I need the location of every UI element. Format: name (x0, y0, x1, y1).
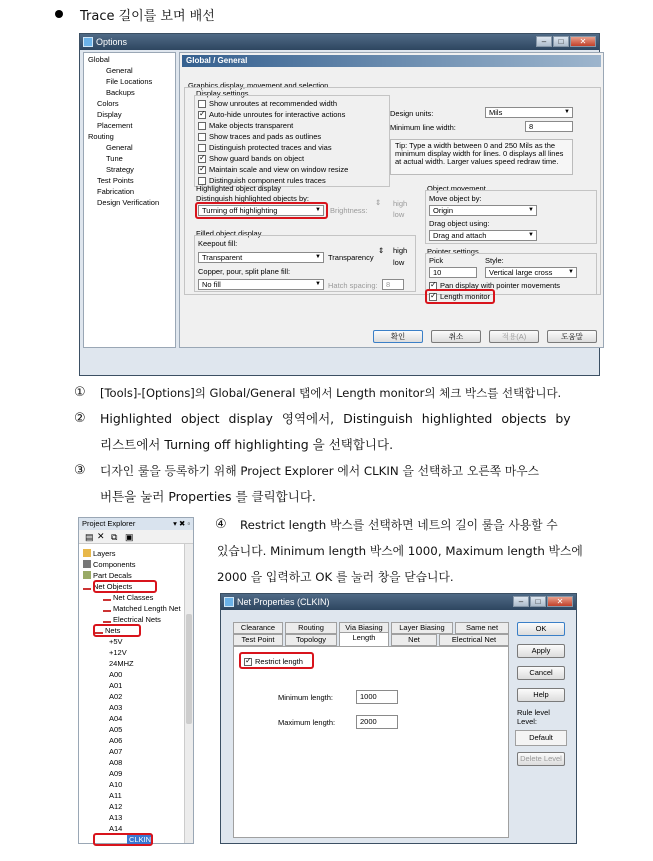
tab-via-biasing[interactable]: Via Biasing (339, 622, 389, 634)
checkbox-maintain-scale[interactable] (198, 166, 206, 174)
tab-layer-biasing[interactable]: Layer Biasing (391, 622, 453, 634)
project-explorer-title: Project Explorer (82, 519, 136, 528)
close-button[interactable]: ✕ (547, 596, 573, 607)
min-line-width-label: Minimum line width: (390, 123, 456, 132)
tab-clearance[interactable]: Clearance (233, 622, 283, 634)
distinguish-label: Distinguish highlighted objects by: (196, 194, 309, 203)
options-panel (179, 52, 604, 348)
pointer-group-label: Pointer settings (427, 247, 479, 256)
filled-group-label: Filled object display (196, 229, 262, 238)
project-explorer-titlebar (79, 518, 193, 530)
delete-level-button[interactable]: Delete Level (517, 752, 565, 766)
ok-button[interactable]: OK (517, 622, 565, 636)
step-4-line-2: 있습니다. Minimum length 박스에 1000, Maximum length 박스에 (217, 544, 583, 558)
maintain-scale-label: Maintain scale and view on window resize (209, 165, 349, 174)
net-properties-dialog (220, 593, 577, 844)
tab-same-net[interactable]: Same net (455, 622, 509, 634)
drag-select[interactable] (429, 230, 537, 241)
net-item[interactable]: A06 (109, 736, 123, 745)
copper-fill-value: No fill (202, 280, 221, 289)
chevron-down-icon: ▼ (315, 207, 321, 213)
project-explorer-toolbar (79, 530, 193, 544)
tree-routing-general[interactable]: General (106, 143, 133, 152)
tab-length[interactable]: Length (339, 632, 389, 646)
hatch-input[interactable]: 8 (382, 279, 404, 290)
net-properties-title: Net Properties (CLKIN) (237, 597, 330, 607)
pan-display-label: Pan display with pointer movements (440, 281, 561, 290)
tree-net-objects[interactable]: Net Objects (83, 582, 132, 591)
net-classes-icon (103, 593, 111, 601)
component-rules-label: Distinguish component rules traces (209, 176, 326, 185)
step-3-line-2: 버튼을 눌러 Properties 를 클릭합니다. (100, 489, 316, 504)
maximize-button[interactable]: □ (530, 596, 546, 607)
design-units-label: Design units: (390, 109, 434, 118)
tree-fabrication[interactable]: Fabrication (97, 187, 135, 196)
keepout-label: Keepout fill: (198, 239, 238, 248)
tree-net-classes[interactable]: Net Classes (103, 593, 153, 602)
pick-label: Pick (429, 256, 444, 265)
options-tree (83, 52, 176, 348)
step-1-text: [Tools]-[Options]의 Global/General 탭에서 Length monitor의 체크 박스를 선택합니다. (100, 386, 562, 400)
electrical-nets-icon (103, 615, 111, 623)
tree-matched-length[interactable]: Matched Length Net (103, 604, 181, 613)
transparency-low-label: low (393, 258, 405, 267)
distinguish-value: Turning off highlighting (202, 206, 278, 215)
chevron-down-icon: ▼ (564, 109, 570, 115)
net-item[interactable]: 24MHZ (109, 659, 134, 668)
checkbox-auto-hide[interactable] (198, 111, 206, 119)
show-unroutes-label: Show unroutes at recommended width (209, 99, 337, 108)
app-icon (83, 37, 93, 47)
net-item[interactable]: A08 (109, 758, 123, 767)
net-objects-annotation (93, 580, 157, 593)
brightness-label: Brightness: (330, 206, 368, 215)
max-length-label: Maximum length: (278, 718, 336, 727)
net-item[interactable]: A05 (109, 725, 123, 734)
design-units-select[interactable] (485, 107, 573, 118)
net-item-clkin[interactable]: CLKIN (129, 835, 152, 844)
movement-group-label: Object movement (427, 184, 486, 193)
tab-electrical-net[interactable]: Electrical Net (439, 634, 509, 646)
net-item[interactable]: A12 (109, 802, 123, 811)
max-length-input[interactable]: 2000 (356, 715, 398, 729)
rule-level-value: Default (515, 730, 567, 746)
checkbox-transparent[interactable] (198, 122, 206, 130)
chevron-down-icon: ▼ (315, 254, 321, 260)
move-by-select[interactable] (429, 205, 537, 216)
min-length-label: Minimum length: (278, 693, 334, 702)
drag-label: Drag object using: (429, 219, 490, 228)
paste-icon[interactable]: ▣ (125, 532, 134, 542)
panel-title: Global / General (182, 55, 601, 67)
maximize-button[interactable]: □ (553, 36, 569, 47)
apply-button[interactable]: Apply (517, 644, 565, 658)
style-select[interactable] (485, 267, 577, 278)
net-item[interactable]: A10 (109, 780, 123, 789)
net-item[interactable]: A07 (109, 747, 123, 756)
tree-placement[interactable]: Placement (97, 121, 133, 130)
checkbox-show-unroutes[interactable] (198, 100, 206, 108)
apply-button[interactable]: 적용(A) (489, 330, 539, 343)
auto-hide-label: Auto-hide unroutes for interactive actions (209, 110, 346, 119)
min-line-width-input[interactable]: 8 (525, 121, 573, 132)
rule-level-label: Rule level Level: (517, 708, 550, 726)
chevron-down-icon: ▼ (528, 207, 534, 213)
display-settings-label: Display settings (196, 89, 249, 98)
min-length-input[interactable]: 1000 (356, 690, 398, 704)
transparency-slider-icon[interactable]: ⇕ (378, 246, 385, 255)
protected-label: Distinguish protected traces and vias (209, 143, 332, 152)
vertical-scrollbar[interactable] (184, 544, 193, 843)
net-properties-titlebar (221, 594, 576, 610)
step-1-number: ① (74, 385, 86, 400)
tab-net[interactable]: Net (391, 634, 437, 646)
cancel-button[interactable]: Cancel (517, 666, 565, 680)
cancel-button[interactable]: 취소 (431, 330, 481, 343)
chevron-down-icon: ▼ (315, 281, 321, 287)
step-3-line-1: 디자인 룰을 등록하기 위해 Project Explorer 에서 CLKIN 을 선택하고 오른쪽 마우스 (100, 464, 540, 478)
part-decals-icon (83, 571, 91, 579)
close-button[interactable]: ✕ (570, 36, 596, 47)
copper-fill-select[interactable] (198, 279, 324, 290)
hatch-label: Hatch spacing: (328, 281, 378, 290)
nets-annotation (93, 624, 141, 637)
brightness-high-label: high (393, 199, 408, 208)
step-4-line-1: Restrict length 박스를 선택하면 네트의 길이 룰을 사용할 수 (240, 518, 558, 532)
move-by-label: Move object by: (429, 194, 482, 203)
move-by-value: Origin (433, 206, 454, 215)
tab-routing[interactable]: Routing (285, 622, 337, 634)
tree-global[interactable]: Global (88, 55, 110, 64)
keepout-value: Transparent (202, 253, 243, 262)
pick-input[interactable]: 10 (429, 267, 477, 278)
keepout-select[interactable] (198, 252, 324, 263)
delete-icon[interactable]: ✕ (97, 531, 105, 541)
restrict-length-annotation (239, 652, 314, 669)
tree-design-verification[interactable]: Design Verification (97, 198, 160, 207)
tree-general[interactable]: General (106, 66, 133, 75)
net-item[interactable]: A00 (109, 670, 123, 679)
tree-components[interactable]: Components (83, 560, 136, 569)
outlines-label: Show traces and pads as outlines (209, 132, 322, 141)
section-heading: Trace 길이를 보며 배선 (80, 9, 215, 24)
chevron-down-icon: ▼ (568, 269, 574, 275)
help-button[interactable]: 도움말 (547, 330, 597, 343)
step-4-number: ④ (215, 517, 227, 532)
brightness-slider-icon: ⇕ (375, 198, 382, 207)
bullet-icon (55, 10, 63, 18)
minimize-button[interactable]: – (513, 596, 529, 607)
step-4-line-3: 2000 을 입력하고 OK 를 눌러 창을 닫습니다. (217, 570, 454, 584)
scrollbar-thumb[interactable] (186, 614, 192, 724)
net-item[interactable]: A13 (109, 813, 123, 822)
step-3-number: ③ (74, 463, 86, 478)
net-item[interactable]: +5V (109, 637, 123, 646)
new-icon[interactable]: ▤ (85, 532, 94, 542)
clkin-annotation (93, 833, 153, 846)
tree-routing[interactable]: Routing (88, 132, 114, 141)
copy-icon[interactable]: ⧉ (111, 532, 118, 542)
transparency-high-label: high (393, 246, 408, 255)
tree-file-locations[interactable]: File Locations (106, 77, 153, 86)
length-tab-panel (233, 646, 509, 838)
style-label: Style: (485, 256, 504, 265)
minimize-button[interactable]: – (536, 36, 552, 47)
options-window (79, 33, 600, 376)
restrict-length-label: Restrict length (255, 657, 303, 666)
tree-display[interactable]: Display (97, 110, 122, 119)
matched-length-icon (103, 604, 111, 612)
help-button[interactable]: Help (517, 688, 565, 702)
copper-fill-label: Copper, pour, split plane fill: (198, 267, 291, 276)
tree-backups[interactable]: Backups (106, 88, 135, 97)
components-icon (83, 560, 91, 568)
step-2-number: ② (74, 411, 86, 426)
highlighted-group-label: Highlighted object display (196, 184, 282, 193)
tab-topology[interactable]: Topology (285, 634, 337, 646)
net-objects-icon (83, 582, 91, 590)
length-monitor-annotation (425, 289, 495, 304)
net-item[interactable]: A02 (109, 692, 123, 701)
design-units-value: Mils (489, 108, 503, 117)
brightness-low-label: low (393, 210, 405, 219)
tree-part-decals[interactable]: Part Decals (83, 571, 132, 580)
app-icon (224, 597, 234, 607)
net-item[interactable]: A11 (109, 791, 122, 800)
project-explorer (78, 517, 194, 844)
tip-box: Tip: Type a width between 0 and 250 Mils as the minimum display width for lines. 0 displays all lines at actual width. Larger values speed redraw time. (390, 139, 573, 175)
tree-nets[interactable]: Nets (95, 626, 120, 635)
step-2-line-1: Highlighted object display 영역에서, Distinguish highlighted objects by (100, 411, 571, 426)
checkbox-guard-bands[interactable] (198, 155, 206, 163)
ok-button[interactable]: 확인 (373, 330, 423, 343)
tree-electrical-nets[interactable]: Electrical Nets (103, 615, 161, 624)
step-2-line-2: 리스트에서 Turning off highlighting 을 선택합니다. (100, 437, 394, 452)
layers-icon (83, 549, 91, 557)
tree-layers[interactable]: Layers (83, 549, 116, 558)
guard-bands-label: Show guard bands on object (209, 154, 305, 163)
tree-tune[interactable]: Tune (106, 154, 123, 163)
drag-value: Drag and attach (433, 231, 487, 240)
tree-colors[interactable]: Colors (97, 99, 119, 108)
net-item[interactable]: A01 (109, 681, 123, 690)
options-titlebar (80, 34, 599, 50)
options-title: Options (96, 37, 128, 47)
net-item[interactable]: A09 (109, 769, 123, 778)
style-value: Vertical large cross (489, 268, 553, 277)
tab-test-point[interactable]: Test Point (233, 634, 283, 646)
chevron-down-icon: ▼ (528, 232, 534, 238)
net-item[interactable]: +12V (109, 648, 127, 657)
pane-controls-icon[interactable]: ▾ ✖ ▫ (173, 519, 190, 528)
tree-test-points[interactable]: Test Points (97, 176, 134, 185)
net-item[interactable]: A04 (109, 714, 123, 723)
length-monitor-label: Length monitor (440, 292, 491, 301)
net-item[interactable]: A14 (109, 824, 123, 833)
group-main-label: Graphics display, movement and selection (188, 81, 329, 90)
checkbox-outlines[interactable] (198, 133, 206, 141)
highlight-annotation (195, 202, 328, 219)
net-item[interactable]: A03 (109, 703, 123, 712)
transparent-label: Make objects transparent (209, 121, 294, 130)
checkbox-protected[interactable] (198, 144, 206, 152)
transparency-label: Transparency (328, 253, 374, 262)
tree-strategy[interactable]: Strategy (106, 165, 134, 174)
